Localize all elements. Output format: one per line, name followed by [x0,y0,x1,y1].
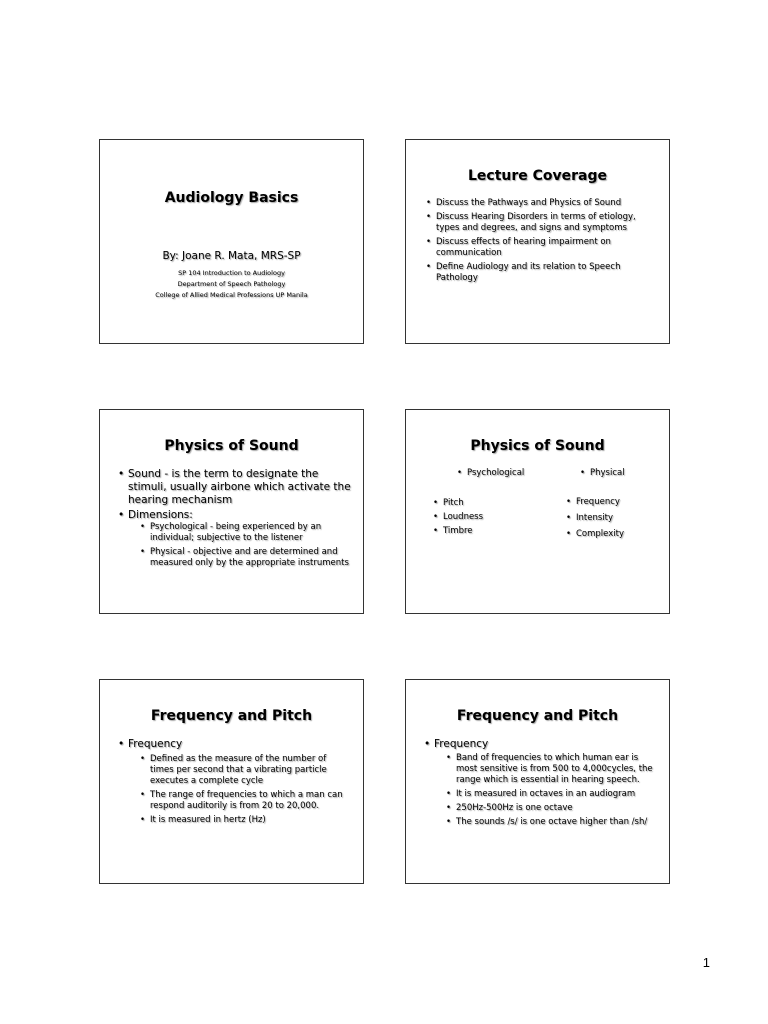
sub-list-item: • Defined as the measure of the number of times per second that a vibrating particle executes a complete cycle [140,754,351,787]
sub-list-item: • 250Hz-500Hz is one octave [446,803,657,814]
sub-list-item: • Band of frequencies to which human ear is most sensitive is from 500 to 4,000cycles, the range which is essential in hearing speech. [446,753,657,786]
slide-title: Frequency and Pitch [456,708,619,724]
sub-list-item: • Psychological - being experienced by an individual; subjective to the listener [140,522,351,544]
list-item: • Define Audiology and its relation to Speech Pathology [426,262,657,284]
sub-bullet-list [140,754,351,826]
department-line: Department of Speech Pathology [177,280,286,288]
bullet-list [424,738,657,828]
bullet-list [118,738,351,826]
list-item: • Intensity [566,510,666,526]
column-heading: • Physical [580,468,666,478]
slide-title: Physics of Sound [470,438,605,454]
slide-3 [99,409,364,614]
sub-list-item: • It is measured in hertz (Hz) [140,815,351,826]
list-item-label: Dimensions: [128,509,193,521]
list-item: • Discuss Hearing Disorders in terms of etiology, types and degrees, and signs and symptoms [426,212,657,234]
sub-bullet-list [446,753,657,828]
slide-author: By: Joane R. Mata, MRS-SP [162,250,301,262]
column-physical [566,468,666,542]
list-item: • Frequency [566,494,666,510]
column-psychological [433,468,543,538]
sub-list-item: • The sounds /s/ is one octave higher than /sh/ [446,817,657,828]
list-item: • Loudness [433,510,543,524]
list-item: • Discuss effects of hearing impairment on communication [426,237,657,259]
list-item [118,738,351,826]
sub-list-item: • It is measured in octaves in an audiogram [446,789,657,800]
bullet-list [426,198,657,284]
two-columns [418,468,657,588]
list-item-label: Frequency [434,738,489,750]
slide-title: Frequency and Pitch [150,708,313,724]
list-item: • Complexity [566,526,666,542]
slide-4 [405,409,670,614]
slide-5 [99,679,364,884]
list-item [118,509,351,569]
slide-title: Physics of Sound [164,438,299,454]
list-item: • Discuss the Pathways and Physics of Sound [426,198,657,209]
list-item-label: Frequency [128,738,183,750]
page-number: 1 [702,955,710,970]
slide-6 [405,679,670,884]
column-list [566,494,666,542]
list-item [424,738,657,828]
slide-title: Audiology Basics [164,190,299,206]
college-line: College of Allied Medical Professions UP Manila [155,291,308,299]
sub-list-item: • Physical - objective and are determined and measured only by the appropriate instruments [140,547,351,569]
slide-title: Lecture Coverage [467,168,608,184]
sub-list-item: • The range of frequencies to which a man can respond auditorily is from 20 to 20,000. [140,790,351,812]
column-heading: • Psychological [457,468,543,478]
list-item: • Sound - is the term to designate the stimuli, usually airbone which activate the hearing mechanism [118,468,351,507]
list-item: • Pitch [433,496,543,510]
column-list [433,496,543,538]
slide-2 [405,139,670,344]
course-line: SP 104 Introduction to Audiology [178,269,285,277]
slide-1 [99,139,364,344]
bullet-list [118,468,351,569]
sub-bullet-list [140,522,351,569]
list-item: • Timbre [433,524,543,538]
